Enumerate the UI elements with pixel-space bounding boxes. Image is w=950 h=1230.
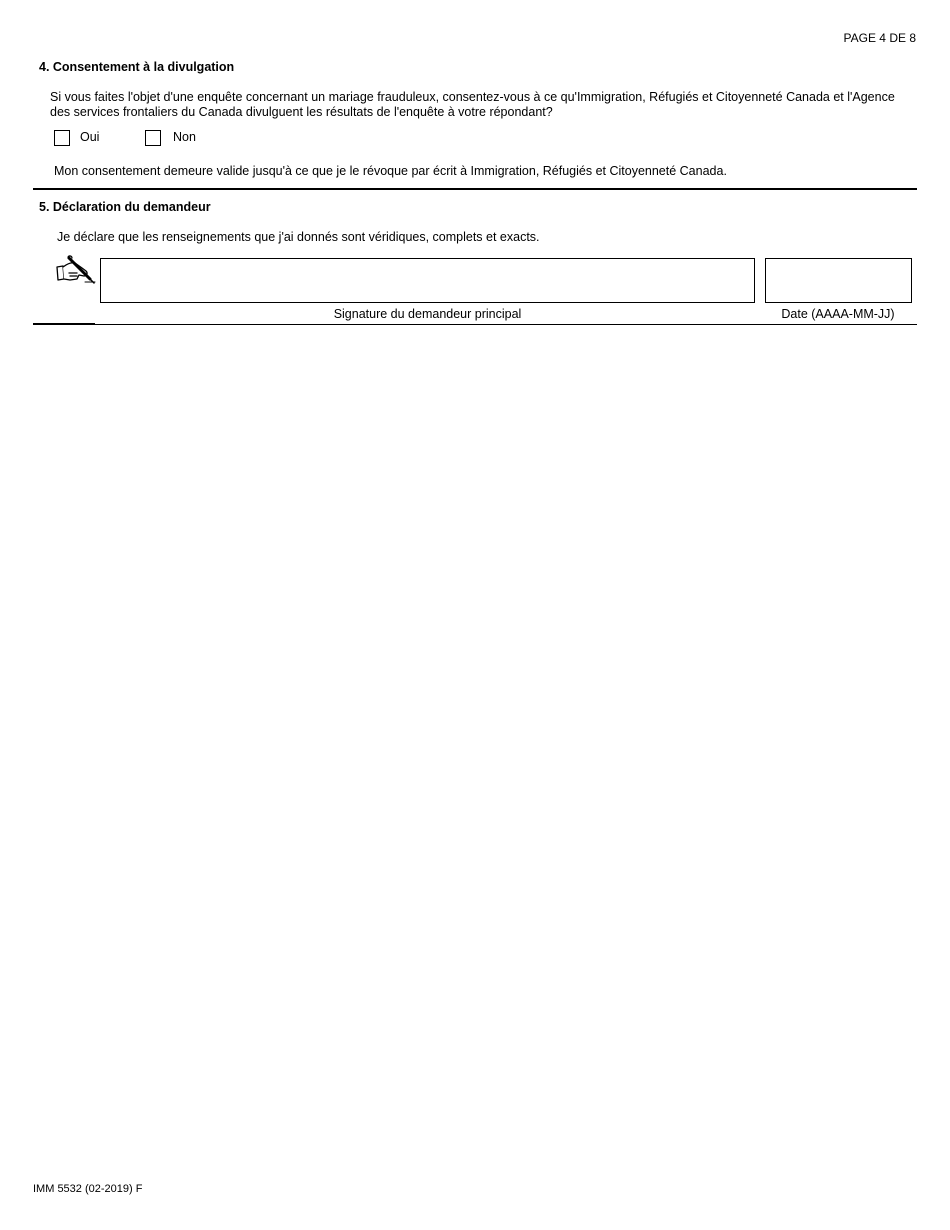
page-number: PAGE 4 DE 8: [843, 31, 916, 45]
signature-input[interactable]: [100, 258, 755, 303]
declaration-statement: Je déclare que les renseignements que j'ai donnés sont véridiques, complets et exacts.: [57, 230, 540, 244]
footer-rule: [95, 324, 917, 325]
consent-question: Si vous faites l'objet d'une enquête concernant un mariage frauduleux, consentez-vous à ce qu'Immigration, Réfugiés et Citoyenneté Canada et l'Agence des services frontaliers du Canada divulguent les résultats de l'enquête à votre répondant?: [50, 90, 895, 119]
section-5-title: 5. Déclaration du demandeur: [39, 200, 211, 214]
signature-caption: Signature du demandeur principal: [333, 307, 522, 321]
checkbox-non[interactable]: [145, 130, 161, 146]
checkbox-non-label: Non: [173, 130, 196, 144]
consent-note: Mon consentement demeure valide jusqu'à ce que je le révoque par écrit à Immigration, Réfugiés et Citoyenneté Canada.: [54, 164, 727, 178]
footer-rule-left: [33, 323, 95, 325]
hand-writing-pen-icon: [55, 254, 97, 286]
section-4-title: 4. Consentement à la divulgation: [39, 60, 235, 74]
form-id: IMM 5532 (02-2019) F: [33, 1183, 143, 1195]
checkbox-oui-label: Oui: [80, 130, 100, 144]
checkbox-oui[interactable]: [54, 130, 70, 146]
date-caption: Date (AAAA-MM-JJ): [781, 307, 895, 321]
section-divider: [33, 188, 917, 190]
date-input[interactable]: [765, 258, 912, 303]
